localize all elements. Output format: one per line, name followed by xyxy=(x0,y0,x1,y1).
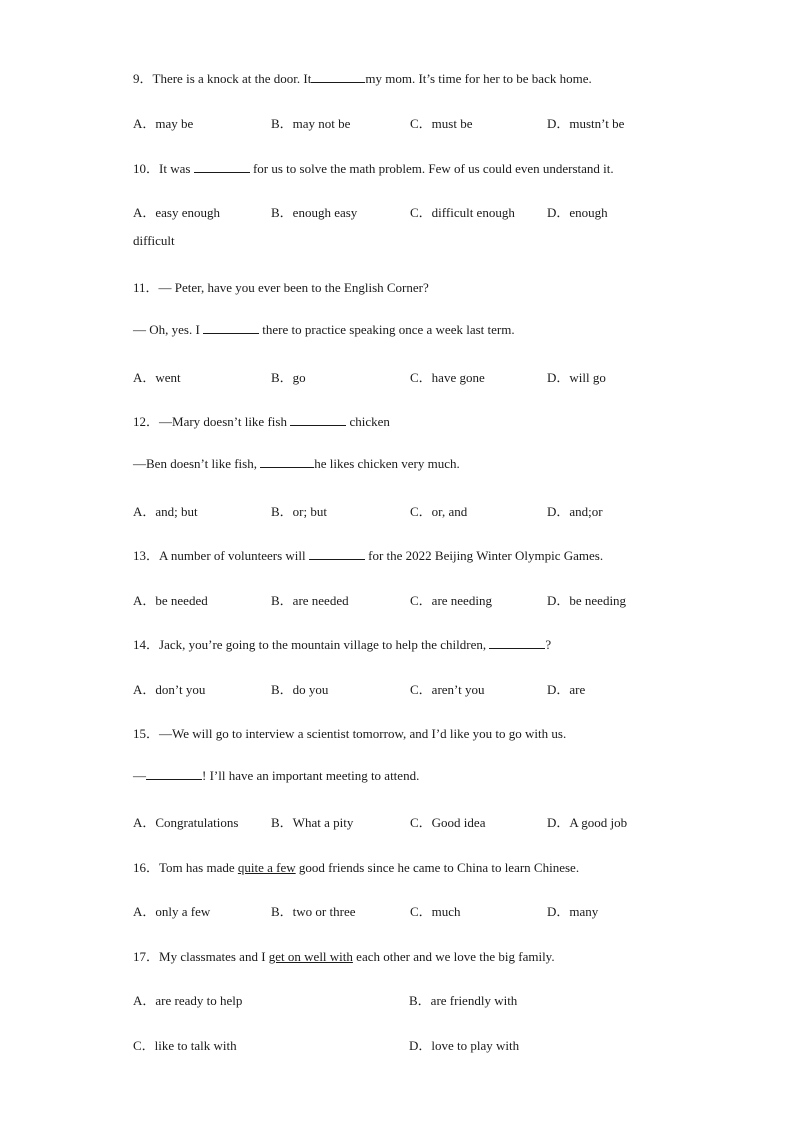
stem-text: It was xyxy=(159,161,191,176)
stem-text: There is a knock at the door. It xyxy=(152,71,312,86)
answer-blank xyxy=(311,71,365,83)
option-c[interactable]: C．like to talk with xyxy=(133,1038,237,1053)
option-b[interactable]: B．may not be xyxy=(271,116,351,131)
question-17-stem xyxy=(133,946,555,965)
option-c[interactable]: C．are needing xyxy=(410,593,492,608)
stem-text: my mom. It’s time for her to be back home. xyxy=(365,71,592,86)
option-a[interactable]: A．easy enough xyxy=(133,205,221,220)
option-a[interactable]: A．and; but xyxy=(133,504,198,519)
stem-text: chicken xyxy=(346,414,390,429)
question-15-stem xyxy=(133,723,566,742)
underlined-phrase: quite a few xyxy=(237,860,296,875)
stem-text: A number of volunteers will xyxy=(159,548,309,563)
stem-text: Jack, you’re going to the mountain village to help the children, xyxy=(159,637,490,652)
option-b[interactable]: B．go xyxy=(271,370,306,385)
stem-text: — Peter, have you ever been to the English Corner? xyxy=(158,280,429,295)
stem-text: — xyxy=(133,768,146,783)
question-number: 15． xyxy=(133,726,160,741)
question-11-response xyxy=(133,322,515,338)
stem-text: ! I’ll have an important meeting to attend. xyxy=(202,768,420,783)
option-c[interactable]: C．Good idea xyxy=(410,815,486,830)
question-9-stem xyxy=(133,68,592,87)
option-b[interactable]: B．What a pity xyxy=(271,815,354,830)
option-d[interactable]: D．A good job xyxy=(547,815,628,830)
option-d[interactable]: D．and;or xyxy=(547,504,603,519)
stem-text: —We will go to interview a scientist tomorrow, and I’d like you to go with us. xyxy=(159,726,567,741)
option-b[interactable]: B．do you xyxy=(271,682,329,697)
option-c[interactable]: C．aren’t you xyxy=(410,682,485,697)
option-a[interactable]: A．only a few xyxy=(133,904,211,919)
question-10-stem xyxy=(133,158,614,177)
answer-blank xyxy=(489,637,545,649)
stem-text: —Mary doesn’t like fish xyxy=(159,414,291,429)
option-d[interactable]: D．love to play with xyxy=(409,1038,520,1053)
stem-text: —Ben doesn’t like fish, xyxy=(133,456,261,471)
answer-blank xyxy=(146,768,202,780)
option-b[interactable]: B．enough easy xyxy=(271,205,358,220)
stem-text: he likes chicken very much. xyxy=(314,456,460,471)
stem-text: there to practice speaking once a week last term. xyxy=(262,322,515,337)
question-number: 9． xyxy=(133,71,153,86)
option-c[interactable]: C．have gone xyxy=(410,370,485,385)
stem-text: each other and we love the big family. xyxy=(352,949,555,964)
option-b[interactable]: B．are friendly with xyxy=(409,993,518,1008)
option-c[interactable]: C．difficult enough xyxy=(410,205,515,220)
option-a[interactable]: A．may be xyxy=(133,116,194,131)
answer-blank xyxy=(309,548,365,560)
option-c[interactable]: C．or, and xyxy=(410,504,468,519)
option-d[interactable]: D．are xyxy=(547,682,586,697)
option-b[interactable]: B．or; but xyxy=(271,504,327,519)
question-15-response xyxy=(133,768,419,784)
question-number: 11． xyxy=(133,280,159,295)
question-13-stem xyxy=(133,545,603,564)
question-number: 16． xyxy=(133,860,160,875)
answer-blank xyxy=(203,322,259,334)
option-d[interactable]: D．many xyxy=(547,904,599,919)
stem-text: for the 2022 Beijing Winter Olympic Games. xyxy=(364,548,604,563)
stem-text: — Oh, yes. I xyxy=(133,322,204,337)
option-a[interactable]: A．be needed xyxy=(133,593,208,608)
question-number: 12． xyxy=(133,414,160,429)
answer-blank xyxy=(290,414,346,426)
stem-text: Tom has made xyxy=(159,860,238,875)
stem-text: ? xyxy=(545,637,552,652)
option-b[interactable]: B．are needed xyxy=(271,593,349,608)
option-d[interactable]: D．enough xyxy=(547,205,608,220)
question-12-stem xyxy=(133,411,390,430)
answer-blank xyxy=(194,161,250,173)
question-14-stem xyxy=(133,634,551,653)
option-d[interactable]: D．be needing xyxy=(547,593,627,608)
option-c[interactable]: C．must be xyxy=(410,116,473,131)
option-b[interactable]: B．two or three xyxy=(271,904,356,919)
question-12-response xyxy=(133,456,460,472)
option-d[interactable]: D．will go xyxy=(547,370,606,385)
stem-text: good friends since he came to China to learn Chinese. xyxy=(295,860,580,875)
option-a[interactable]: A．went xyxy=(133,370,181,385)
underlined-phrase: get on well with xyxy=(268,949,353,964)
option-a[interactable]: A．Congratulations xyxy=(133,815,239,830)
option-c[interactable]: C．much xyxy=(410,904,461,919)
option-a[interactable]: A．don’t you xyxy=(133,682,206,697)
option-a[interactable]: A．are ready to help xyxy=(133,993,243,1008)
stem-text: for us to solve the math problem. Few of us could even understand it. xyxy=(249,161,614,176)
question-11-stem xyxy=(133,277,429,296)
option-d-wrap: difficult xyxy=(133,233,175,248)
question-number: 13． xyxy=(133,548,160,563)
question-number: 14． xyxy=(133,637,160,652)
answer-blank xyxy=(260,456,314,468)
question-16-stem xyxy=(133,857,579,876)
stem-text: My classmates and I xyxy=(159,949,269,964)
question-number: 17． xyxy=(133,949,160,964)
option-d[interactable]: D．mustn’t be xyxy=(547,116,625,131)
question-number: 10． xyxy=(133,161,160,176)
